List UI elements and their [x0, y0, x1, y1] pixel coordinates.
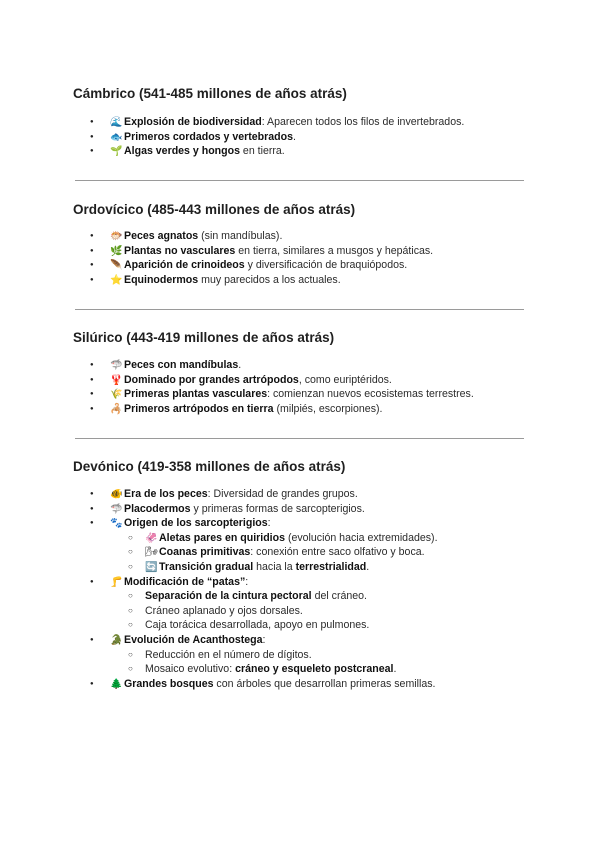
sub-list-item: ○ 🦑 Aletas pares en quiridios (evolución hacia extremidades).: [0, 531, 438, 546]
list-item: ● 🌱 Algas verdes y hongos en tierra.: [0, 144, 464, 159]
herb-icon: 🌿: [110, 245, 123, 257]
squid-icon: 🦑: [145, 532, 158, 544]
list-silurico: [0, 358, 474, 416]
heading-silurico: Silúrico (443-419 millones de años atrás): [73, 330, 335, 345]
list-item: ● 🌿 Plantas no vasculares en tierra, similares a musgos y hepáticas.: [0, 244, 433, 259]
seedling-icon: 🌱: [110, 146, 123, 158]
sub-list-item: ○ Mosaico evolutivo: cráneo y esqueleto postcraneal.: [0, 662, 438, 677]
list-ordovicico: [0, 229, 433, 287]
heading-devonico: Devónico (419-358 millones de años atrás): [73, 459, 346, 474]
scorpion-icon: 🦂: [110, 403, 123, 415]
list-item: ● 🐠 Era de los peces: Diversidad de grandes grupos.: [0, 487, 438, 502]
star-icon: ⭐: [110, 274, 123, 286]
list-item: ● 🌲 Grandes bosques con árboles que desarrollan primeras semillas.: [0, 677, 438, 692]
plant-icon: 🌾: [110, 389, 123, 401]
sub-list-item: ○ Caja torácica desarrollada, apoyo en pulmones.: [0, 618, 438, 633]
wind-icon: 🌬: [145, 547, 158, 559]
blowfish-icon: 🐡: [110, 231, 123, 242]
lobster-icon: 🦞: [110, 374, 123, 386]
sub-list-item: ○ 🔄 Transición gradual hacia la terrestrialidad.: [0, 560, 438, 575]
list-item: ● 🦂 Primeros artrópodos en tierra (milpiés, escorpiones).: [0, 402, 474, 417]
sub-list-item: ○ Cráneo aplanado y ojos dorsales.: [0, 604, 438, 619]
list-item: ● 🦵 Modificación de “patas”:: [0, 575, 438, 590]
heading-ordovicico: Ordovícico (485-443 millones de años atrás): [73, 202, 356, 217]
wave-icon: 🌊: [110, 117, 123, 128]
shark-icon: 🦈: [110, 503, 123, 515]
list-item: ● 🐟 Primeros cordados y vertebrados.: [0, 130, 464, 145]
cycle-arrows-icon: 🔄: [145, 561, 158, 573]
divider: [75, 180, 524, 181]
list-devonico: [0, 487, 438, 691]
divider: [75, 438, 524, 439]
list-item: ● 🦞 Dominado por grandes artrópodos, como euriptéridos.: [0, 373, 474, 388]
list-item: ● 🦈 Placodermos y primeras formas de sarcopterigios.: [0, 502, 438, 517]
list-item: ● 🪶 Aparición de crinoideos y diversificación de braquiópodos.: [0, 258, 433, 273]
list-item: ● 🦈 Peces con mandíbulas.: [0, 358, 474, 373]
shark-icon: 🦈: [110, 360, 123, 371]
list-item: ● 🐊 Evolución de Acanthostega:: [0, 633, 438, 648]
sub-list-item: ○ 🌬Coanas primitivas: conexión entre saco olfativo y boca.: [0, 545, 438, 560]
tropical-fish-icon: 🐠: [110, 489, 123, 500]
crocodile-icon: 🐊: [110, 634, 123, 646]
list-item: ● 🐡 Peces agnatos (sin mandíbulas).: [0, 229, 433, 244]
divider: [75, 309, 524, 310]
heading-cambrico: Cámbrico (541-485 millones de años atrás): [73, 86, 347, 101]
leg-icon: 🦵: [110, 576, 123, 588]
evergreen-tree-icon: 🌲: [110, 678, 123, 690]
paw-prints-icon: 🐾: [110, 518, 123, 530]
sub-list-item: ○ Separación de la cintura pectoral del cráneo.: [0, 589, 438, 604]
list-cambrico: [0, 115, 464, 159]
list-item: ● 🌊 Explosión de biodiversidad: Aparecen todos los filos de invertebrados.: [0, 115, 464, 130]
sub-list-item: ○ Reducción en el número de dígitos.: [0, 648, 438, 663]
list-item: ● ⭐ Equinodermos muy parecidos a los actuales.: [0, 273, 433, 288]
fish-icon: 🐟: [110, 131, 123, 143]
list-item: ● 🌾 Primeras plantas vasculares: comienzan nuevos ecosistemas terrestres.: [0, 387, 474, 402]
list-item: ● 🐾 Origen de los sarcopterigios:: [0, 516, 438, 531]
feather-icon: 🪶: [110, 260, 123, 272]
